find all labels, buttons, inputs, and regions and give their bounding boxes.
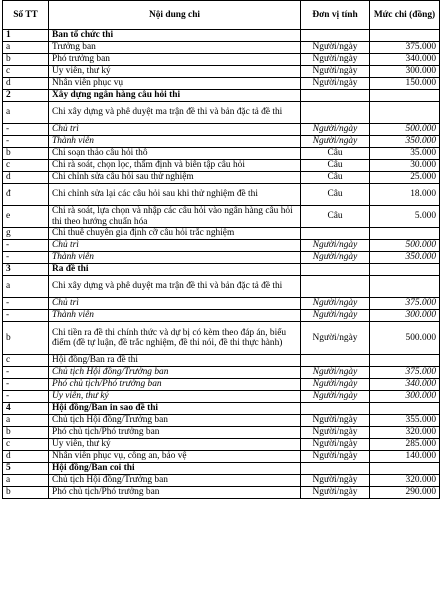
table-row xyxy=(3,228,440,240)
table-row xyxy=(3,451,440,463)
section-row xyxy=(3,30,440,42)
cell-stt: d xyxy=(3,451,49,463)
cell-unit: Người/ngày xyxy=(301,415,370,427)
cell-amount: 30.000 xyxy=(370,160,440,172)
cell-unit: Người/ngày xyxy=(301,451,370,463)
cell-unit: Người/ngày xyxy=(301,322,370,355)
cell-unit xyxy=(301,228,370,240)
cell-unit: Câu xyxy=(301,172,370,184)
table-body xyxy=(3,30,440,499)
cell-content: Chủ trì xyxy=(49,240,301,252)
cell-stt: đ xyxy=(3,184,49,206)
table-row xyxy=(3,124,440,136)
header-content: Nội dung chi xyxy=(49,1,301,30)
cell-content: Phó chủ tịch/Phó trưởng ban xyxy=(49,379,301,391)
cell-amount xyxy=(370,102,440,124)
header-stt: Số TT xyxy=(3,1,49,30)
cell-unit xyxy=(301,463,370,475)
table-row xyxy=(3,391,440,403)
cell-content: Phó chủ tịch/Phó trưởng ban xyxy=(49,427,301,439)
cell-amount: 320.000 xyxy=(370,475,440,487)
cell-amount: 500.000 xyxy=(370,240,440,252)
table-row xyxy=(3,148,440,160)
cell-stt: b xyxy=(3,54,49,66)
cell-unit xyxy=(301,403,370,415)
cell-stt: d xyxy=(3,78,49,90)
cell-content: Chi soạn thảo câu hỏi thô xyxy=(49,148,301,160)
cell-unit: Người/ngày xyxy=(301,298,370,310)
cell-stt: - xyxy=(3,310,49,322)
cell-content: Hội đồng/Ban coi thi xyxy=(49,463,301,475)
cell-amount: 500.000 xyxy=(370,124,440,136)
cell-amount: 375.000 xyxy=(370,367,440,379)
cell-amount: 375.000 xyxy=(370,298,440,310)
table-row xyxy=(3,427,440,439)
cell-content: Chi thuê chuyên gia định cỡ câu hỏi trắc nghiệm xyxy=(49,228,301,240)
cell-stt: - xyxy=(3,391,49,403)
cell-content: Chủ trì xyxy=(49,124,301,136)
table-row xyxy=(3,54,440,66)
table-row xyxy=(3,322,440,355)
cell-amount: 375.000 xyxy=(370,42,440,54)
section-row xyxy=(3,264,440,276)
cell-stt: - xyxy=(3,298,49,310)
header-amount: Mức chi (đồng) xyxy=(370,1,440,30)
cell-amount: 18.000 xyxy=(370,184,440,206)
cell-content: Nhân viên phục vụ, công an, bảo vệ xyxy=(49,451,301,463)
section-row xyxy=(3,90,440,102)
cell-stt: - xyxy=(3,240,49,252)
cell-content: Chủ tịch Hội đồng/Trưởng ban xyxy=(49,367,301,379)
cell-unit: Người/ngày xyxy=(301,439,370,451)
cell-stt: a xyxy=(3,276,49,298)
table-row xyxy=(3,66,440,78)
cell-amount xyxy=(370,403,440,415)
cell-content: Phó trưởng ban xyxy=(49,54,301,66)
cell-unit: Người/ngày xyxy=(301,66,370,78)
cell-content: Chi chỉnh sửa lại các câu hỏi sau khi thử nghiệm đề thi xyxy=(49,184,301,206)
cell-content: Nhân viên phục vụ xyxy=(49,78,301,90)
table-row xyxy=(3,415,440,427)
cell-amount: 350.000 xyxy=(370,136,440,148)
cell-content: Chi rà soát, chọn lọc, thẩm định và biên tập câu hỏi xyxy=(49,160,301,172)
table-row xyxy=(3,367,440,379)
cell-stt: c xyxy=(3,439,49,451)
cell-stt: a xyxy=(3,415,49,427)
cell-content: Chủ tịch Hội đồng/Trưởng ban xyxy=(49,475,301,487)
cell-unit: Người/ngày xyxy=(301,42,370,54)
cell-amount: 350.000 xyxy=(370,252,440,264)
table-row xyxy=(3,310,440,322)
cell-unit: Người/ngày xyxy=(301,391,370,403)
cell-content: Hội đồng/Ban in sao đề thi xyxy=(49,403,301,415)
cell-stt: b xyxy=(3,487,49,499)
cell-amount xyxy=(370,355,440,367)
cell-unit: Người/ngày xyxy=(301,367,370,379)
cell-stt: - xyxy=(3,124,49,136)
table-row xyxy=(3,172,440,184)
cell-stt: - xyxy=(3,136,49,148)
cell-unit: Người/ngày xyxy=(301,78,370,90)
cell-unit: Câu xyxy=(301,184,370,206)
cell-stt: - xyxy=(3,379,49,391)
table-row xyxy=(3,276,440,298)
table-row xyxy=(3,184,440,206)
cell-stt: 3 xyxy=(3,264,49,276)
cell-stt: b xyxy=(3,148,49,160)
cell-unit: Người/ngày xyxy=(301,124,370,136)
cell-unit: Người/ngày xyxy=(301,310,370,322)
cell-content: Chi rà soát, lựa chọn và nhập các câu hỏi vào ngân hàng câu hỏi thi theo hướng chuẩn hóa xyxy=(49,206,301,228)
cell-amount xyxy=(370,228,440,240)
cell-amount xyxy=(370,264,440,276)
section-row xyxy=(3,403,440,415)
cell-unit xyxy=(301,264,370,276)
cell-unit xyxy=(301,355,370,367)
cell-amount: 300.000 xyxy=(370,310,440,322)
cell-content: Ra đề thi xyxy=(49,264,301,276)
cell-amount xyxy=(370,30,440,42)
cell-amount: 140.000 xyxy=(370,451,440,463)
cell-content: Thành viên xyxy=(49,136,301,148)
cell-stt: e xyxy=(3,206,49,228)
cell-stt: a xyxy=(3,475,49,487)
table-row xyxy=(3,42,440,54)
cell-unit: Câu xyxy=(301,148,370,160)
cell-content: Hội đồng/Ban ra đề thi xyxy=(49,355,301,367)
table-row xyxy=(3,206,440,228)
table-row xyxy=(3,379,440,391)
cell-unit xyxy=(301,90,370,102)
cell-stt: c xyxy=(3,355,49,367)
cell-amount: 300.000 xyxy=(370,391,440,403)
cell-amount: 285.000 xyxy=(370,439,440,451)
cell-content: Chi tiền ra đề thi chính thức và dự bị có kèm theo đáp án, biểu điểm (đề tự luận, đề trắc nghiệm, đề thi nói, đề thi thực hành) xyxy=(49,322,301,355)
cell-content: Thành viên xyxy=(49,252,301,264)
cell-unit: Người/ngày xyxy=(301,54,370,66)
cell-amount: 320.000 xyxy=(370,427,440,439)
cell-content: Ủy viên, thư ký xyxy=(49,439,301,451)
cell-content: Ủy viên, thư ký xyxy=(49,391,301,403)
cell-stt: d xyxy=(3,172,49,184)
cell-amount: 150.000 xyxy=(370,78,440,90)
cell-amount xyxy=(370,90,440,102)
cell-amount: 290.000 xyxy=(370,487,440,499)
cell-unit: Người/ngày xyxy=(301,379,370,391)
cell-content: Chi chỉnh sửa câu hỏi sau thử nghiệm xyxy=(49,172,301,184)
table-row xyxy=(3,102,440,124)
cell-stt: - xyxy=(3,252,49,264)
cell-unit: Người/ngày xyxy=(301,136,370,148)
table-row xyxy=(3,355,440,367)
section-row xyxy=(3,463,440,475)
table-row xyxy=(3,136,440,148)
cell-stt: 5 xyxy=(3,463,49,475)
cell-amount: 340.000 xyxy=(370,54,440,66)
cell-content: Xây dựng ngân hàng câu hỏi thi xyxy=(49,90,301,102)
cell-content: Phó chủ tịch/Phó trưởng ban xyxy=(49,487,301,499)
cell-amount: 35.000 xyxy=(370,148,440,160)
cell-content: Chủ trì xyxy=(49,298,301,310)
cell-content: Ủy viên, thư ký xyxy=(49,66,301,78)
cell-stt: g xyxy=(3,228,49,240)
cell-unit: Người/ngày xyxy=(301,475,370,487)
cell-stt: 4 xyxy=(3,403,49,415)
cell-stt: b xyxy=(3,427,49,439)
table-row xyxy=(3,487,440,499)
cell-content: Thành viên xyxy=(49,310,301,322)
table-row xyxy=(3,78,440,90)
cell-amount: 340.000 xyxy=(370,379,440,391)
table-row xyxy=(3,298,440,310)
cell-content: Trưởng ban xyxy=(49,42,301,54)
cell-unit: Người/ngày xyxy=(301,427,370,439)
expense-table xyxy=(2,0,440,499)
cell-amount: 5.000 xyxy=(370,206,440,228)
cell-stt: - xyxy=(3,367,49,379)
cell-unit: Người/ngày xyxy=(301,487,370,499)
cell-unit xyxy=(301,276,370,298)
table-row xyxy=(3,252,440,264)
cell-amount: 300.000 xyxy=(370,66,440,78)
cell-unit: Người/ngày xyxy=(301,240,370,252)
table-row xyxy=(3,475,440,487)
table-row xyxy=(3,439,440,451)
cell-stt: c xyxy=(3,66,49,78)
cell-amount xyxy=(370,276,440,298)
cell-content: Chi xây dựng và phê duyệt ma trận đề thi và bản đặc tả đề thi xyxy=(49,102,301,124)
cell-content: Chi xây dựng và phê duyệt ma trận đề thi và bản đặc tả đề thi xyxy=(49,276,301,298)
cell-unit xyxy=(301,102,370,124)
cell-stt: a xyxy=(3,42,49,54)
cell-unit: Người/ngày xyxy=(301,252,370,264)
header-unit: Đơn vị tính xyxy=(301,1,370,30)
cell-unit: Câu xyxy=(301,160,370,172)
cell-amount: 500.000 xyxy=(370,322,440,355)
cell-stt: 2 xyxy=(3,90,49,102)
cell-stt: b xyxy=(3,322,49,355)
cell-amount: 355.000 xyxy=(370,415,440,427)
cell-unit: Câu xyxy=(301,206,370,228)
cell-stt: c xyxy=(3,160,49,172)
header-row xyxy=(3,1,440,30)
cell-content: Chủ tịch Hội đồng/Trưởng ban xyxy=(49,415,301,427)
cell-stt: 1 xyxy=(3,30,49,42)
cell-content: Ban tổ chức thi xyxy=(49,30,301,42)
table-row xyxy=(3,240,440,252)
cell-amount xyxy=(370,463,440,475)
cell-amount: 25.000 xyxy=(370,172,440,184)
table-row xyxy=(3,160,440,172)
cell-stt: a xyxy=(3,102,49,124)
cell-unit xyxy=(301,30,370,42)
